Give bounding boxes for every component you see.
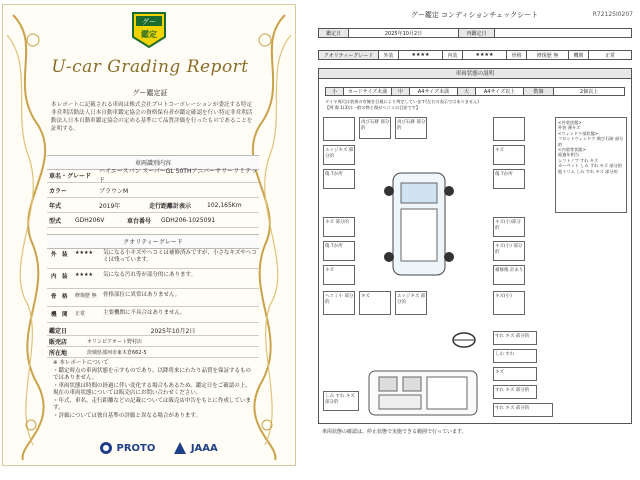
certificate-title: U-car Grading Report bbox=[51, 57, 249, 77]
address-row: 所在地 茨城県那珂市東木倉662-5 bbox=[47, 347, 259, 358]
panel-box bbox=[493, 117, 525, 141]
panel-box: エッジキズ 部分的 bbox=[323, 145, 355, 165]
proto-logo: PROTO bbox=[99, 441, 155, 455]
panel-box bbox=[323, 117, 355, 141]
panel-box: キズ(小) 部分的 bbox=[493, 241, 525, 261]
certificate-notes: ※ 本レポートについて ・鑑定時点の車両状態を示すものであり、以降将来にわたり品質を保証するものではありません。 ・車両状態は時間の経過に伴い変化する場合もあるため、鑑定日をご確認の上、現在の車両状態については販売店にお問い合わせください。 ・年式、車名、走行距離などの記載については販売店申告をもとに作成しています。 ・評価については独自基準の評価と異なる場合があります。 bbox=[53, 360, 252, 419]
car-top-view-diagram bbox=[379, 169, 459, 279]
panel-box: 傷 7か所 bbox=[323, 241, 355, 261]
certificate-subtitle: グー鑑定証 bbox=[132, 89, 168, 97]
panel-box: 補修後 計あり bbox=[493, 265, 525, 285]
panel-box: 再び石跡 部分的 bbox=[395, 117, 427, 139]
vehicle-name-row: 車名・グレード ハイエースバン スーパーGL 50THアニバーサリーリミテッド bbox=[49, 168, 258, 184]
quality-frame-row: 骨 格 修復歴 無 骨格部位に異常はありません。 bbox=[47, 289, 259, 307]
panel-box: エッジキズ 部分的 bbox=[395, 291, 427, 315]
quality-section-heading: クオリティーグレード bbox=[47, 234, 259, 249]
size-legend: 小 カードサイズ未満 中 A4サイズ未満 大 A4サイズ以上 数個 2個以上 bbox=[325, 87, 625, 96]
remarks-panel: <外装状態> 外装 薄キズ <ウィンドウ部状態> フロントウィンドウ 飛び石跡 部分的 <内装等状態> 経過年相当 シフトノブ すれ キズ カーペット しみ すれ キズ 部分的 他トリム しみ すれ キズ 部分的 bbox=[555, 117, 627, 213]
sheet-footer-note: 車両状態の確認は、停止状態で実施できる範囲で行っています。 bbox=[322, 429, 467, 435]
panel-box: キズ(小)部分的 bbox=[493, 217, 525, 237]
proto-mark-icon bbox=[99, 441, 113, 455]
condition-section-heading: 車両状態の説明 bbox=[319, 69, 631, 79]
panel-box: キズ bbox=[359, 291, 391, 315]
svg-text:鑑定: 鑑定 bbox=[141, 30, 157, 39]
sheet-title: グー鑑定 コンディションチェックシート bbox=[410, 11, 539, 19]
panel-box: ヘコミ小 部分的 bbox=[323, 291, 355, 315]
interior-box: すれ キズ 部分的 bbox=[493, 331, 537, 345]
panel-box: 傷 7か所 bbox=[323, 169, 355, 189]
vehicle-year-row: 年式 2019年 走行距離計表示 102,165Km bbox=[47, 198, 259, 213]
steering-wheel-icon bbox=[451, 331, 477, 349]
shop-row: 販売店 オリンピアオート野村店 bbox=[47, 336, 259, 347]
brand-logos bbox=[99, 441, 218, 455]
panel-box: 再び石跡 部分的 bbox=[359, 117, 391, 139]
interior-box: すれ キズ 部分的 bbox=[493, 385, 537, 399]
jaaa-mark-icon bbox=[173, 441, 187, 455]
interior-box: すれ キズ 部分的 bbox=[493, 403, 553, 417]
panel-box: キズ bbox=[493, 145, 525, 165]
interior-diagram bbox=[363, 365, 483, 421]
goo-kantei-logo bbox=[131, 11, 167, 49]
vehicle-condition-area bbox=[318, 68, 632, 424]
interior-box: キズ bbox=[493, 367, 537, 381]
grading-certificate bbox=[2, 4, 296, 466]
sheet-id: R72125I0207 bbox=[592, 11, 633, 18]
interior-box: しみ すれ キズ 部分的 bbox=[323, 391, 359, 411]
grade-row: クオリティーグレード 外装 ★★★★ 内装 ★★★★ 骨格 修復歴 無 機関 正常 bbox=[318, 50, 632, 60]
certificate-intro: 本レポートに記載される車両は株式会社プロトコーポレーションが委託する特定非営利活動法人日本自動車鑑定協会の資格保有者が鑑定確認を行い特定非営利活動法人日本自動車鑑定協会の定める基準にて品質評価を行ったものであることを証明する。 bbox=[51, 102, 253, 132]
vehicle-section-heading: 車両識別内容 bbox=[47, 155, 259, 170]
vehicle-color-row: カラー ブラウンM bbox=[47, 183, 259, 198]
inspection-date-row: 鑑定日 2025年10月2日 bbox=[47, 325, 259, 336]
condition-check-sheet bbox=[312, 6, 637, 460]
panel-box: キズ 部分的 bbox=[323, 217, 355, 237]
jaaa-logo: JAAA bbox=[173, 441, 217, 455]
vehicle-model-row: 型式 GDH206V 車台番号 GDH206-1025091 bbox=[47, 213, 259, 228]
panel-box: キズ(小) bbox=[493, 291, 525, 315]
interior-box: しわ すれ bbox=[493, 349, 537, 363]
panel-box: キズ bbox=[323, 265, 355, 285]
quality-interior-row: 内 装 ★★★★ 気になる汚れ等が部分的にあります。 bbox=[47, 269, 259, 289]
svg-text:グー: グー bbox=[142, 18, 156, 26]
quality-exterior-row: 外 装 ★★★★ 気になる小キズやヘコミは補修済みですが、小さなキズやヘコミは残っています。 bbox=[47, 247, 259, 269]
tire-legend: タイヤ周辺は装着の有無を目視により判定しています(左右の表示ではありません) 【例 傷 1(3)は一般の物と傷がヘコミの目安です】 bbox=[325, 99, 479, 110]
date-row: 鑑定日 2025年10月2日 再鑑定日 bbox=[318, 28, 632, 38]
quality-engine-row: 機 関 正常 主要機関に不具合はありません。 bbox=[47, 307, 259, 323]
panel-box: 傷 7か所 bbox=[493, 169, 525, 189]
